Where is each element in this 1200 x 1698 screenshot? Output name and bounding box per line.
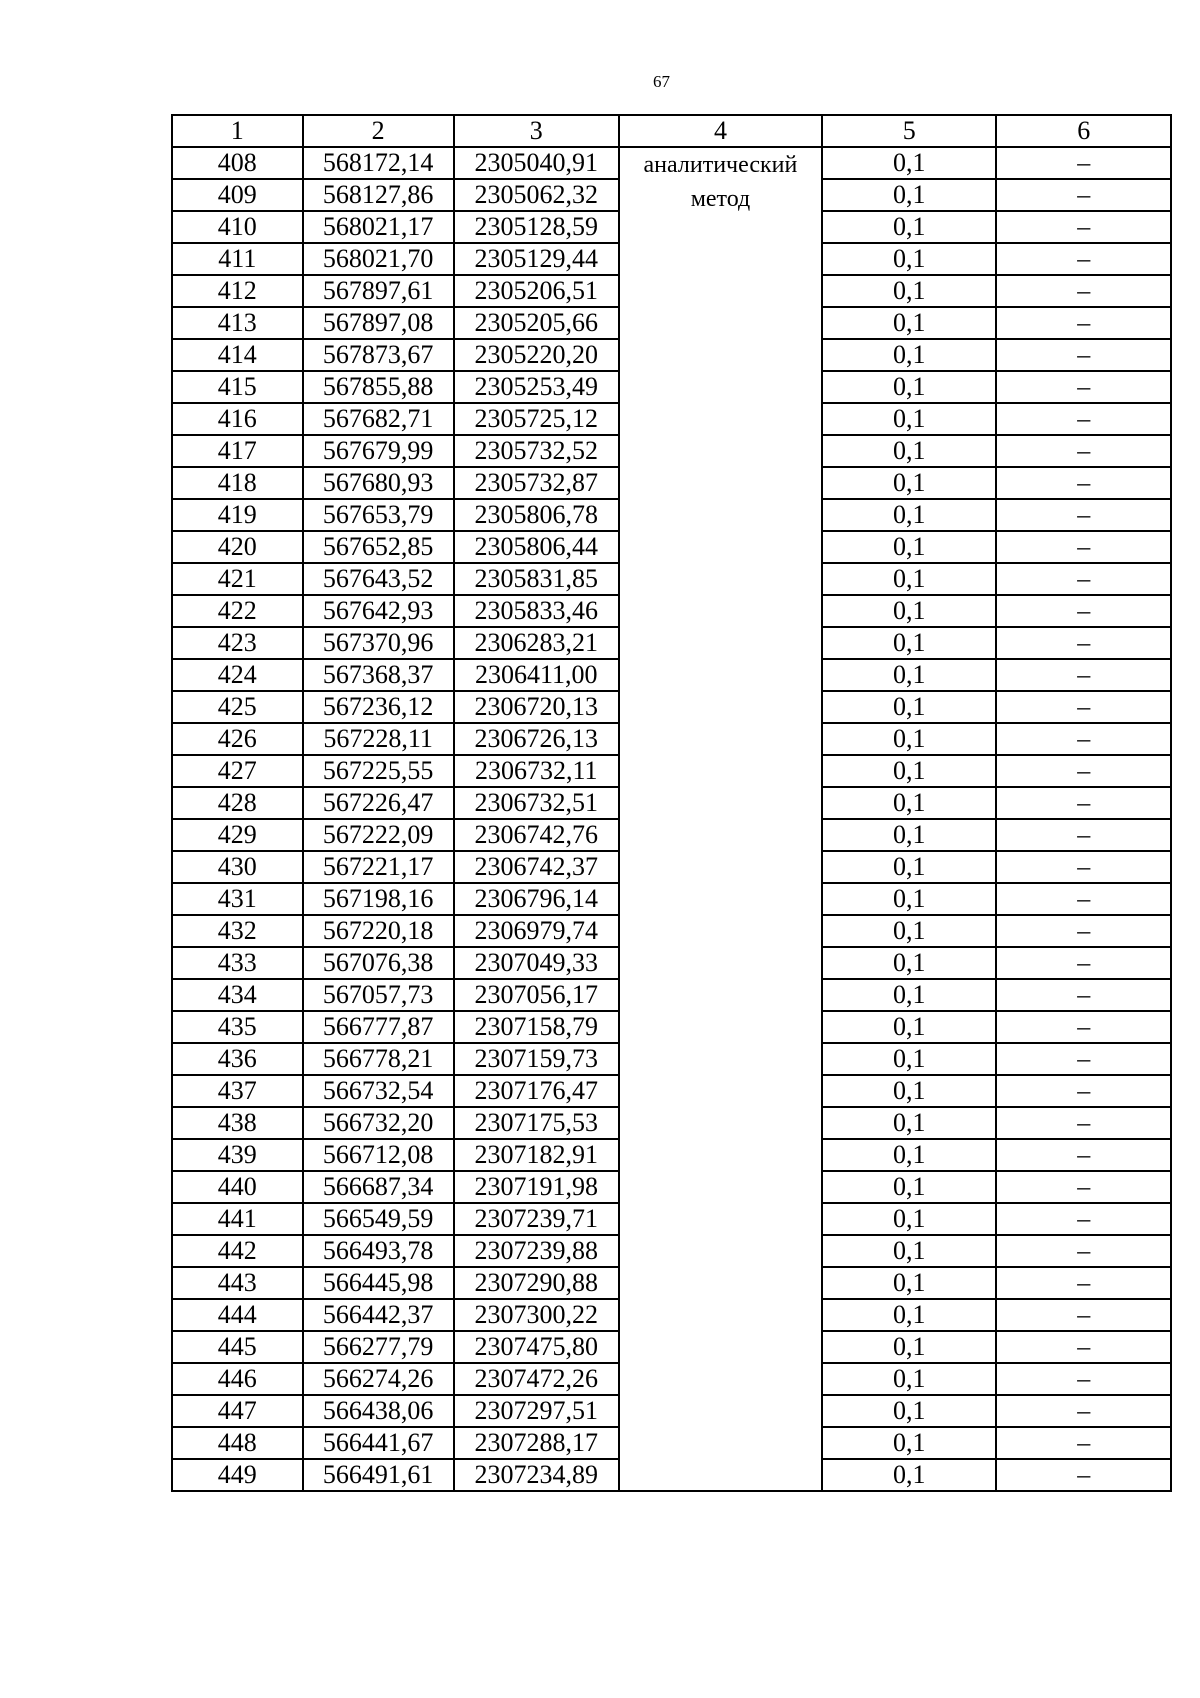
point-number-cell: 416	[172, 403, 303, 435]
y-coordinate-cell: 2307239,88	[454, 1235, 619, 1267]
y-coordinate-cell: 2307056,17	[454, 979, 619, 1011]
note-cell: –	[996, 1043, 1171, 1075]
accuracy-cell: 0,1	[822, 1363, 996, 1395]
x-coordinate-cell: 567222,09	[303, 819, 454, 851]
accuracy-cell: 0,1	[822, 1459, 996, 1491]
x-coordinate-cell: 566274,26	[303, 1363, 454, 1395]
x-coordinate-cell: 567897,61	[303, 275, 454, 307]
point-number-cell: 430	[172, 851, 303, 883]
y-coordinate-cell: 2307475,80	[454, 1331, 619, 1363]
y-coordinate-cell: 2307159,73	[454, 1043, 619, 1075]
x-coordinate-cell: 567228,11	[303, 723, 454, 755]
x-coordinate-cell: 567076,38	[303, 947, 454, 979]
x-coordinate-cell: 566277,79	[303, 1331, 454, 1363]
note-cell: –	[996, 1331, 1171, 1363]
accuracy-cell: 0,1	[822, 1427, 996, 1459]
column-header-4: 4	[619, 115, 822, 147]
x-coordinate-cell: 567642,93	[303, 595, 454, 627]
x-coordinate-cell: 567855,88	[303, 371, 454, 403]
method-text-line: аналитический	[643, 152, 798, 178]
note-cell: –	[996, 435, 1171, 467]
accuracy-cell: 0,1	[822, 403, 996, 435]
x-coordinate-cell: 567225,55	[303, 755, 454, 787]
accuracy-cell: 0,1	[822, 755, 996, 787]
column-header-1: 1	[172, 115, 303, 147]
point-number-cell: 445	[172, 1331, 303, 1363]
note-cell: –	[996, 1427, 1171, 1459]
note-cell: –	[996, 147, 1171, 179]
point-number-cell: 439	[172, 1139, 303, 1171]
point-number-cell: 418	[172, 467, 303, 499]
note-cell: –	[996, 1107, 1171, 1139]
point-number-cell: 434	[172, 979, 303, 1011]
note-cell: –	[996, 755, 1171, 787]
x-coordinate-cell: 566732,20	[303, 1107, 454, 1139]
note-cell: –	[996, 819, 1171, 851]
y-coordinate-cell: 2307234,89	[454, 1459, 619, 1491]
coordinates-table	[171, 114, 1172, 1492]
accuracy-cell: 0,1	[822, 1043, 996, 1075]
point-number-cell: 429	[172, 819, 303, 851]
y-coordinate-cell: 2306732,11	[454, 755, 619, 787]
accuracy-cell: 0,1	[822, 499, 996, 531]
accuracy-cell: 0,1	[822, 1107, 996, 1139]
point-number-cell: 435	[172, 1011, 303, 1043]
accuracy-cell: 0,1	[822, 467, 996, 499]
note-cell: –	[996, 1203, 1171, 1235]
header-row	[172, 115, 1171, 147]
x-coordinate-cell: 567236,12	[303, 691, 454, 723]
accuracy-cell: 0,1	[822, 179, 996, 211]
accuracy-cell: 0,1	[822, 1299, 996, 1331]
x-coordinate-cell: 566549,59	[303, 1203, 454, 1235]
note-cell: –	[996, 947, 1171, 979]
note-cell: –	[996, 787, 1171, 819]
x-coordinate-cell: 566687,34	[303, 1171, 454, 1203]
point-number-cell: 431	[172, 883, 303, 915]
accuracy-cell: 0,1	[822, 915, 996, 947]
point-number-cell: 433	[172, 947, 303, 979]
note-cell: –	[996, 1459, 1171, 1491]
y-coordinate-cell: 2306726,13	[454, 723, 619, 755]
y-coordinate-cell: 2307239,71	[454, 1203, 619, 1235]
y-coordinate-cell: 2306411,00	[454, 659, 619, 691]
accuracy-cell: 0,1	[822, 1171, 996, 1203]
note-cell: –	[996, 339, 1171, 371]
page-number: 67	[653, 72, 670, 91]
x-coordinate-cell: 566493,78	[303, 1235, 454, 1267]
point-number-cell: 427	[172, 755, 303, 787]
point-number-cell: 417	[172, 435, 303, 467]
x-coordinate-cell: 566777,87	[303, 1011, 454, 1043]
point-number-cell: 443	[172, 1267, 303, 1299]
y-coordinate-cell: 2305806,78	[454, 499, 619, 531]
note-cell: –	[996, 499, 1171, 531]
point-number-cell: 441	[172, 1203, 303, 1235]
column-header-6: 6	[996, 115, 1171, 147]
note-cell: –	[996, 1267, 1171, 1299]
accuracy-cell: 0,1	[822, 243, 996, 275]
x-coordinate-cell: 567221,17	[303, 851, 454, 883]
y-coordinate-cell: 2307049,33	[454, 947, 619, 979]
point-number-cell: 413	[172, 307, 303, 339]
column-header-2: 2	[303, 115, 454, 147]
x-coordinate-cell: 567198,16	[303, 883, 454, 915]
point-number-cell: 419	[172, 499, 303, 531]
point-number-cell: 437	[172, 1075, 303, 1107]
table-body	[172, 147, 1171, 1491]
note-cell: –	[996, 1235, 1171, 1267]
note-cell: –	[996, 595, 1171, 627]
x-coordinate-cell: 567653,79	[303, 499, 454, 531]
x-coordinate-cell: 568021,70	[303, 243, 454, 275]
note-cell: –	[996, 1011, 1171, 1043]
y-coordinate-cell: 2305732,52	[454, 435, 619, 467]
x-coordinate-cell: 566445,98	[303, 1267, 454, 1299]
note-cell: –	[996, 371, 1171, 403]
y-coordinate-cell: 2307182,91	[454, 1139, 619, 1171]
accuracy-cell: 0,1	[822, 883, 996, 915]
x-coordinate-cell: 568021,17	[303, 211, 454, 243]
y-coordinate-cell: 2306720,13	[454, 691, 619, 723]
accuracy-cell: 0,1	[822, 371, 996, 403]
x-coordinate-cell: 567368,37	[303, 659, 454, 691]
x-coordinate-cell: 567652,85	[303, 531, 454, 563]
x-coordinate-cell: 567370,96	[303, 627, 454, 659]
x-coordinate-cell: 566778,21	[303, 1043, 454, 1075]
accuracy-cell: 0,1	[822, 1075, 996, 1107]
accuracy-cell: 0,1	[822, 819, 996, 851]
column-header-3: 3	[454, 115, 619, 147]
accuracy-cell: 0,1	[822, 1331, 996, 1363]
point-number-cell: 411	[172, 243, 303, 275]
point-number-cell: 428	[172, 787, 303, 819]
accuracy-cell: 0,1	[822, 435, 996, 467]
accuracy-cell: 0,1	[822, 851, 996, 883]
accuracy-cell: 0,1	[822, 947, 996, 979]
accuracy-cell: 0,1	[822, 339, 996, 371]
y-coordinate-cell: 2305725,12	[454, 403, 619, 435]
accuracy-cell: 0,1	[822, 787, 996, 819]
accuracy-cell: 0,1	[822, 563, 996, 595]
x-coordinate-cell: 566442,37	[303, 1299, 454, 1331]
note-cell: –	[996, 1363, 1171, 1395]
note-cell: –	[996, 179, 1171, 211]
point-number-cell: 409	[172, 179, 303, 211]
note-cell: –	[996, 307, 1171, 339]
note-cell: –	[996, 883, 1171, 915]
x-coordinate-cell: 567679,99	[303, 435, 454, 467]
note-cell: –	[996, 1299, 1171, 1331]
accuracy-cell: 0,1	[822, 1011, 996, 1043]
y-coordinate-cell: 2306796,14	[454, 883, 619, 915]
note-cell: –	[996, 403, 1171, 435]
y-coordinate-cell: 2305205,66	[454, 307, 619, 339]
y-coordinate-cell: 2306283,21	[454, 627, 619, 659]
note-cell: –	[996, 467, 1171, 499]
y-coordinate-cell: 2307288,17	[454, 1427, 619, 1459]
y-coordinate-cell: 2305206,51	[454, 275, 619, 307]
y-coordinate-cell: 2305128,59	[454, 211, 619, 243]
accuracy-cell: 0,1	[822, 211, 996, 243]
y-coordinate-cell: 2306742,37	[454, 851, 619, 883]
x-coordinate-cell: 566491,61	[303, 1459, 454, 1491]
accuracy-cell: 0,1	[822, 659, 996, 691]
point-number-cell: 410	[172, 211, 303, 243]
note-cell: –	[996, 691, 1171, 723]
x-coordinate-cell: 567643,52	[303, 563, 454, 595]
point-number-cell: 449	[172, 1459, 303, 1491]
note-cell: –	[996, 563, 1171, 595]
note-cell: –	[996, 851, 1171, 883]
y-coordinate-cell: 2305220,20	[454, 339, 619, 371]
y-coordinate-cell: 2307300,22	[454, 1299, 619, 1331]
x-coordinate-cell: 568127,86	[303, 179, 454, 211]
accuracy-cell: 0,1	[822, 1267, 996, 1299]
note-cell: –	[996, 1171, 1171, 1203]
point-number-cell: 422	[172, 595, 303, 627]
x-coordinate-cell: 567680,93	[303, 467, 454, 499]
point-number-cell: 408	[172, 147, 303, 179]
accuracy-cell: 0,1	[822, 723, 996, 755]
accuracy-cell: 0,1	[822, 307, 996, 339]
y-coordinate-cell: 2306979,74	[454, 915, 619, 947]
y-coordinate-cell: 2307175,53	[454, 1107, 619, 1139]
accuracy-cell: 0,1	[822, 595, 996, 627]
y-coordinate-cell: 2305040,91	[454, 147, 619, 179]
table-row	[172, 147, 1171, 179]
x-coordinate-cell: 567873,67	[303, 339, 454, 371]
y-coordinate-cell: 2305253,49	[454, 371, 619, 403]
note-cell: –	[996, 275, 1171, 307]
accuracy-cell: 0,1	[822, 979, 996, 1011]
point-number-cell: 414	[172, 339, 303, 371]
point-number-cell: 424	[172, 659, 303, 691]
note-cell: –	[996, 659, 1171, 691]
note-cell: –	[996, 627, 1171, 659]
y-coordinate-cell: 2307191,98	[454, 1171, 619, 1203]
column-header-5: 5	[822, 115, 996, 147]
note-cell: –	[996, 915, 1171, 947]
note-cell: –	[996, 979, 1171, 1011]
point-number-cell: 421	[172, 563, 303, 595]
y-coordinate-cell: 2305062,32	[454, 179, 619, 211]
point-number-cell: 412	[172, 275, 303, 307]
y-coordinate-cell: 2307297,51	[454, 1395, 619, 1427]
note-cell: –	[996, 1139, 1171, 1171]
y-coordinate-cell: 2307158,79	[454, 1011, 619, 1043]
x-coordinate-cell: 566441,67	[303, 1427, 454, 1459]
point-number-cell: 420	[172, 531, 303, 563]
accuracy-cell: 0,1	[822, 1235, 996, 1267]
point-number-cell: 447	[172, 1395, 303, 1427]
point-number-cell: 425	[172, 691, 303, 723]
y-coordinate-cell: 2307290,88	[454, 1267, 619, 1299]
point-number-cell: 446	[172, 1363, 303, 1395]
x-coordinate-cell: 567897,08	[303, 307, 454, 339]
accuracy-cell: 0,1	[822, 691, 996, 723]
point-number-cell: 444	[172, 1299, 303, 1331]
point-number-cell: 415	[172, 371, 303, 403]
point-number-cell: 432	[172, 915, 303, 947]
accuracy-cell: 0,1	[822, 531, 996, 563]
point-number-cell: 436	[172, 1043, 303, 1075]
accuracy-cell: 0,1	[822, 147, 996, 179]
y-coordinate-cell: 2306732,51	[454, 787, 619, 819]
x-coordinate-cell: 568172,14	[303, 147, 454, 179]
point-number-cell: 442	[172, 1235, 303, 1267]
x-coordinate-cell: 567220,18	[303, 915, 454, 947]
accuracy-cell: 0,1	[822, 1139, 996, 1171]
note-cell: –	[996, 211, 1171, 243]
note-cell: –	[996, 1395, 1171, 1427]
y-coordinate-cell: 2305732,87	[454, 467, 619, 499]
method-text-line: метод	[690, 186, 751, 212]
y-coordinate-cell: 2305833,46	[454, 595, 619, 627]
point-number-cell: 423	[172, 627, 303, 659]
note-cell: –	[996, 1075, 1171, 1107]
accuracy-cell: 0,1	[822, 1203, 996, 1235]
point-number-cell: 448	[172, 1427, 303, 1459]
point-number-cell: 426	[172, 723, 303, 755]
x-coordinate-cell: 567057,73	[303, 979, 454, 1011]
x-coordinate-cell: 566438,06	[303, 1395, 454, 1427]
y-coordinate-cell: 2305129,44	[454, 243, 619, 275]
y-coordinate-cell: 2306742,76	[454, 819, 619, 851]
method-cell	[619, 147, 822, 1491]
x-coordinate-cell: 567226,47	[303, 787, 454, 819]
note-cell: –	[996, 243, 1171, 275]
y-coordinate-cell: 2305831,85	[454, 563, 619, 595]
y-coordinate-cell: 2307176,47	[454, 1075, 619, 1107]
x-coordinate-cell: 566732,54	[303, 1075, 454, 1107]
accuracy-cell: 0,1	[822, 1395, 996, 1427]
point-number-cell: 440	[172, 1171, 303, 1203]
accuracy-cell: 0,1	[822, 275, 996, 307]
point-number-cell: 438	[172, 1107, 303, 1139]
note-cell: –	[996, 531, 1171, 563]
accuracy-cell: 0,1	[822, 627, 996, 659]
x-coordinate-cell: 566712,08	[303, 1139, 454, 1171]
note-cell: –	[996, 723, 1171, 755]
y-coordinate-cell: 2305806,44	[454, 531, 619, 563]
x-coordinate-cell: 567682,71	[303, 403, 454, 435]
y-coordinate-cell: 2307472,26	[454, 1363, 619, 1395]
